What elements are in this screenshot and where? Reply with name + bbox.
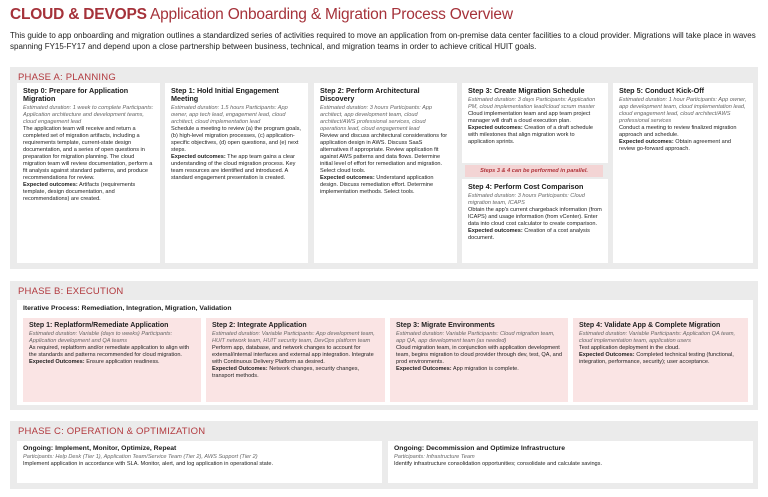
step-meta: Estimated duration: 1 week to complete Participants: Application architecture and development teams, cloud engagement lead (23, 105, 154, 126)
intro-text: This guide to app onboarding and migration outlines a standardized series of activities required to move an application from on-premise data center facilities to a cloud provider. Migrations will take place in waves spanning FY15-FY17 and depend upon a close partnership between business, technical, and migration teams in order to achieve critical HUIT goals. (10, 31, 756, 51)
op-text: Implement application in accordance with SLA. Monitor, alert, and log application in operational state. (23, 461, 274, 467)
outcome-text: Artifacts (requirements template, design documentation, and recommendations) are created. (23, 182, 136, 203)
step-text: Cloud implementation team and app team project manager will draft a cloud execution plan. (468, 111, 591, 125)
step-meta: Estimated duration: 3 hours Participants: App architect, app development team, cloud architect/AWS professional services, cloud operations lead, cloud engagement lead (320, 105, 433, 133)
op-title: Ongoing: Implement, Monitor, Optimize, Repeat (23, 445, 177, 452)
exec-step-3 (390, 318, 568, 402)
step-meta: Estimated duration: 3 days Participants: Application PM, cloud implementation lead/cloud scrum master (468, 97, 596, 111)
step-3-card (462, 83, 608, 163)
operate-item (17, 441, 382, 483)
step-4-card (462, 179, 608, 263)
iterative-process-title: Iterative Process: Remediation, Integration, Migration, Validation (23, 305, 232, 312)
step-text: Test application deployment in the cloud. (579, 345, 680, 351)
step-text: The application team will receive and return a completed set of migration artifacts, including a requirements template, current-state design documentation, and a series of open questions in preparation for migration planning. The cloud migration team will review documentation, perform a fit analysis against standard patterns, and produce recommendations for review. (23, 126, 153, 182)
step-outcome (29, 359, 195, 366)
step-title: Step 4: Validate App & Complete Migration (579, 322, 721, 329)
step-meta: Estimated duration: 1 hour Participants: App owner, app development team, cloud implementation lead, cloud engagement lead, cloud architect/AWS professional services (619, 97, 747, 125)
title-text: Application Onboarding & Migration Process Overview (146, 6, 513, 23)
step-meta: Estimated duration: Variable Participants: App development team, HUIT network team, HUIT security team, DevOps platform team (212, 331, 375, 344)
outcome-text: Network changes, security changes, transport methods. (212, 366, 360, 379)
outcome-label: Expected Outcomes: (212, 366, 268, 372)
outcome-label: Expected outcomes: (468, 228, 523, 235)
outcome-text: Understand application design. Discuss remediation effort. Determine implementation methods. Select tools. (320, 175, 434, 196)
step-title: Step 5: Conduct Kick-Off (619, 86, 705, 95)
parallel-note: Steps 3 & 4 can be performed in parallel. (465, 165, 603, 177)
phase-c-label: PHASE C: OPERATION & OPTIMIZATION (18, 426, 206, 437)
step-text: Schedule a meeting to review (a) the program goals, (b) high-level migration processes, (c) application-specific objectives, (d) open questions, and (e) next steps. (171, 126, 301, 154)
outcome-label: Expected Outcomes: (29, 359, 85, 365)
step-text: Cloud migration team, in conjunction with application development team, begins migration to cloud provider through dev, test, QA, and prod environments. (396, 345, 562, 365)
step-outcome (468, 125, 602, 146)
step-meta: Estimated duration: 1.5 hours Participants: App owner, app tech lead, engagement lead, cloud architect, cloud implementation lead (171, 105, 288, 126)
step-1-card (165, 83, 308, 263)
phase-a-label: PHASE A: PLANNING (18, 72, 116, 83)
step-outcome (619, 139, 747, 153)
outcome-label: Expected outcomes: (619, 139, 674, 146)
op-meta: Participants: Infrastructure Team (394, 454, 475, 460)
step-meta: Estimated duration: Variable Participants: Application QA team, cloud implementation team, application users (579, 331, 736, 344)
outcome-text: App migration is complete. (451, 366, 519, 372)
step-text: Perform app, database, and network changes to account for external/internal interfaces and external app integration. Integrate with Continuous Delivery Platform as desired. (212, 345, 374, 365)
step-text: As required, replatform and/or remediate application to align with the standards and patterns recommended for cloud migration. (29, 345, 190, 358)
step-text: Obtain the app's current chargeback information (from ICAPS) and usage information (from vCenter). Enter data into cloud cost calculator to create comparison. (468, 207, 602, 228)
step-title: Step 2: Perform Architectural Discovery (320, 86, 420, 104)
outcome-text: Creation of a draft schedule with milestones that align migration work to application sprints. (468, 125, 593, 146)
phase-b-label: PHASE B: EXECUTION (18, 286, 124, 297)
decommission-item (388, 441, 753, 483)
step-5-card (613, 83, 753, 263)
step-title: Step 2: Integrate Application (212, 322, 307, 329)
outcome-label: Expected Outcomes: (396, 366, 452, 372)
exec-step-4 (573, 318, 748, 402)
step-meta: Estimated duration: 3 hours Participants: Cloud migration team, ICAPS (468, 193, 585, 207)
step-text: Review and discuss architectural considerations for application design in AWS. Discuss SaaS alternatives if appropriate. Review application fit against AWS patterns and data flows. Determine initial level of effort for remediation and migration. Select cloud tools. (320, 133, 448, 175)
op-text: Identify infrastructure consolidation opportunities; consolidate and calculate savings. (394, 461, 603, 467)
outcome-label: Expected outcomes: (320, 175, 375, 182)
step-2-card (314, 83, 457, 263)
op-title: Ongoing: Decommission and Optimize Infrastructure (394, 445, 566, 452)
outcome-label: Expected outcomes: (23, 182, 78, 189)
outcome-label: Expected outcomes: (468, 125, 523, 132)
exec-step-1 (23, 318, 201, 402)
exec-step-2 (206, 318, 385, 402)
outcome-text: Creation of a cost analysis document. (468, 228, 590, 242)
step-title: Step 3: Migrate Environments (396, 322, 495, 329)
step-outcome (212, 366, 379, 380)
step-meta: Estimated duration: Variable (days to weeks) Participants: Application development and QA teams (29, 331, 173, 344)
step-title: Step 1: Replatform/Remediate Application (29, 322, 169, 329)
step-title: Step 4: Perform Cost Comparison (468, 182, 584, 191)
step-outcome (579, 352, 742, 366)
outcome-label: Expected Outcomes: (579, 352, 635, 358)
step-meta: Estimated duration: Variable Participants: Cloud migration team, app QA, app development team (as needed) (396, 331, 555, 344)
step-title: Step 3: Create Migration Schedule (468, 86, 585, 95)
step-outcome (396, 366, 562, 373)
step-title: Step 1: Hold Initial Engagement Meeting (171, 86, 279, 104)
step-outcome (468, 228, 602, 242)
title-brand: CLOUD & DEVOPS (10, 6, 147, 23)
step-outcome (171, 154, 302, 182)
step-outcome (23, 182, 154, 203)
page-title (10, 6, 513, 24)
outcome-text: The app team gains a clear understanding of the cloud migration process. Key team resources are identified and introduced. A standard engagement presentation is created. (171, 154, 296, 182)
step-0-card (17, 83, 160, 263)
outcome-text: Ensure application readiness. (84, 359, 160, 365)
outcome-label: Expected outcomes: (171, 154, 226, 161)
step-outcome (320, 175, 451, 196)
step-title: Step 0: Prepare for Application Migration (23, 86, 129, 104)
outcome-text: Completed technical testing (functional, integration, performance, security); user acceptance. (579, 352, 734, 365)
step-text: Conduct a meeting to review finalized migration approach and schedule. (619, 125, 737, 139)
op-meta: Participants: Help Desk (Tier 1), Application Team/Service Team (Tier 2), AWS Support (Tier 2) (23, 454, 258, 460)
outcome-text: Obtain agreement and review go-forward approach. (619, 139, 731, 153)
